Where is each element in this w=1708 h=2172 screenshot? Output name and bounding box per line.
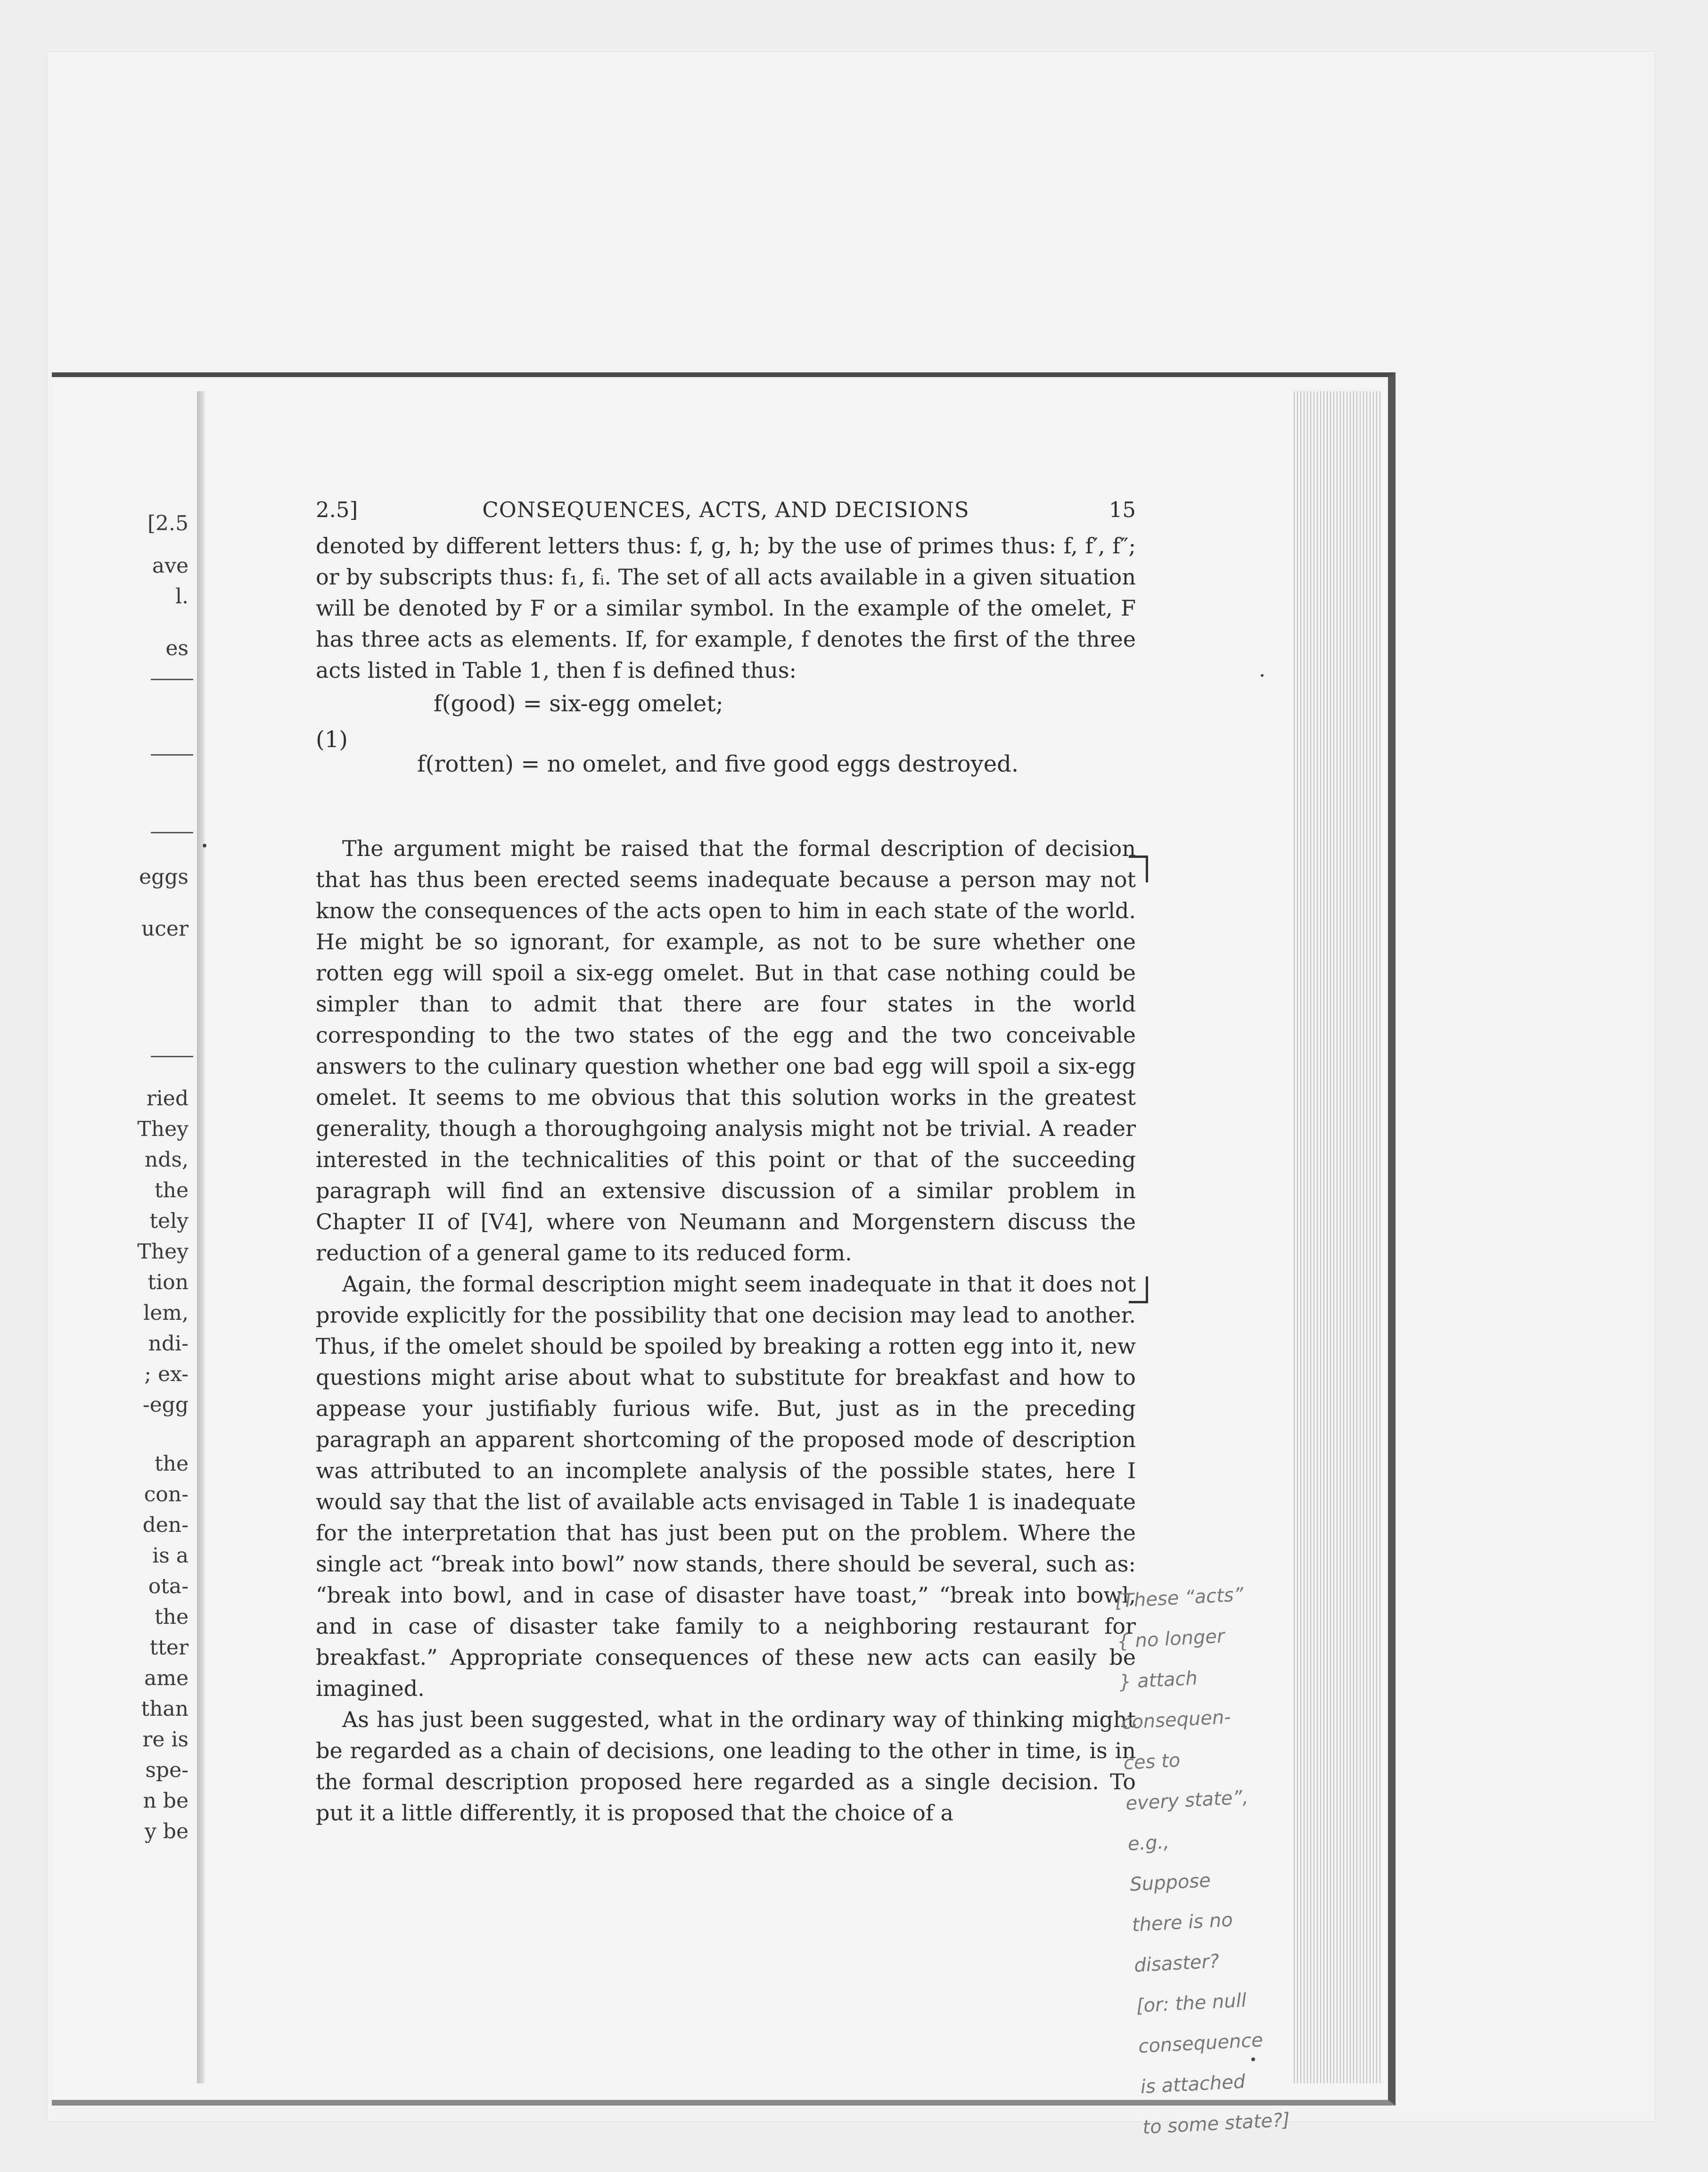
left-fragment: ucer	[141, 917, 189, 941]
left-fragment: ame	[144, 1666, 189, 1690]
left-fragment: l.	[175, 584, 189, 609]
paragraph: The argument might be raised that the formal description of decision that has thus been erected seems inadequate because a person may not know the consequences of the acts open to him in each state of the world. He might be so ignorant, for example, as not to be sure whether one rotten egg will spoil a six-egg omelet. But in that case nothing could be simpler than to admit that there are four states in the world corresponding to the two states of the egg and the two conceivable answers to the culinary question whether one bad egg will spoil a six-egg omelet. It seems to me obvious that this solution works in the greatest generality, though a thoroughgoing analysis might not be trivial. A reader interested in the technicalities of this point or that of the succeeding paragraph will find an extensive discussion of a similar problem in Chapter II of [V4], where von Neumann and Morgenstern discuss the reduction of a general game to its reduced form.	[316, 836, 1136, 1266]
note-line: consequence	[1138, 2029, 1264, 2058]
scan-speck	[1261, 674, 1264, 677]
scan-speck	[203, 844, 206, 847]
left-fragment: the	[154, 1452, 189, 1476]
left-fragment: nds,	[144, 1148, 189, 1172]
equation-line: f(rotten) = no omelet, and five good eggs destroyed.	[417, 751, 1019, 777]
table-rule	[151, 754, 193, 756]
left-fragment: [2.5	[147, 511, 189, 535]
chapter-title: CONSEQUENCES, ACTS, AND DECISIONS	[482, 497, 969, 522]
book-page	[316, 497, 1136, 1828]
left-fragment: lem,	[143, 1301, 189, 1325]
table-rule	[151, 832, 193, 833]
table-rule	[151, 1056, 193, 1057]
note-line: consequen-	[1121, 1706, 1232, 1734]
left-page-fragment	[52, 391, 193, 2083]
section-number: 2.5]	[316, 497, 358, 522]
book-gutter	[197, 391, 205, 2083]
left-fragment: es	[165, 636, 189, 660]
equation-label: (1)	[316, 726, 348, 753]
page-number: 15	[1109, 497, 1136, 522]
note-line: disaster?	[1133, 1950, 1220, 1977]
left-fragment: y be	[144, 1819, 189, 1843]
left-fragment: eggs	[139, 865, 189, 889]
paragraph: Again, the formal description might seem inadequate in that it does not provide explicitly for the possibility that one decision may lead to another. Thus, if the omelet should be spoiled by breaking a rotten egg into it, new questions might arise about what to substitute for breakfast and how to appease your justifiably furious wife. But, just as in the preceding paragraph an apparent shortcoming of the proposed mode of description was attributed to an incomplete analysis of the possible states, here I would say that the list of available acts envisaged in Table 1 is inadequate for the interpretation that has just been put on the problem. Where the single act “break into bowl” now stands, there should be several, such as: “break into bowl, and in case of disaster have toast,” “break into bowl, and in case of disaster take family to a neighboring restaurant for breakfast.” Appropriate consequences of these new acts can easily be imagined.	[316, 1271, 1136, 1701]
margin-bracket-icon	[1129, 1276, 1148, 1303]
equation-line: f(good) = six-egg omelet;	[434, 691, 723, 717]
equation	[316, 686, 1136, 804]
handwritten-annotation	[1114, 1573, 1299, 2148]
left-fragment: tion	[148, 1270, 189, 1294]
note-line: Suppose	[1129, 1869, 1211, 1896]
book-page-edges	[1291, 391, 1381, 2083]
running-head	[316, 497, 1136, 530]
left-fragment: is a	[152, 1544, 189, 1568]
note-line: is attached	[1140, 2071, 1246, 2098]
left-fragment: They	[137, 1117, 189, 1141]
paragraph: denoted by different letters thus: f, g, h; by the use of primes thus: f, f′, f″; or by subscripts thus: f₁, fᵢ. The set of all acts available in a given situation will be denoted by F or a similar symbol. In the example of the omelet, F has three acts as elements. If, for example, f denotes the first of the three acts listed in Table 1, then f is defined thus:	[316, 533, 1136, 683]
left-fragment: spe-	[145, 1758, 189, 1782]
left-fragment: the	[154, 1178, 189, 1202]
margin-bracket-icon	[1129, 856, 1148, 882]
left-fragment: re is	[142, 1728, 189, 1752]
left-fragment: -egg	[142, 1393, 189, 1417]
left-fragment: ave	[152, 554, 189, 578]
note-line: [These “acts”	[1114, 1584, 1244, 1613]
note-line: { no longer	[1117, 1625, 1225, 1653]
left-fragment: n be	[143, 1789, 189, 1813]
left-fragment: tely	[149, 1209, 189, 1233]
note-line: there is no	[1131, 1909, 1233, 1936]
left-fragment: tter	[149, 1636, 189, 1660]
note-line: e.g.,	[1127, 1831, 1170, 1855]
note-line: every state”,	[1125, 1786, 1249, 1815]
left-fragment: ried	[146, 1086, 189, 1111]
left-fragment: den-	[142, 1513, 189, 1537]
note-line: [or: the null	[1135, 1990, 1247, 2017]
left-fragment: They	[137, 1240, 189, 1264]
scan-speck	[1251, 2057, 1255, 2061]
left-fragment: than	[141, 1697, 189, 1721]
left-fragment: ndi-	[148, 1332, 189, 1356]
left-fragment: con-	[144, 1482, 189, 1506]
left-fragment: ; ex-	[144, 1362, 189, 1386]
note-line: to some state?]	[1142, 2109, 1290, 2139]
note-line: ces to	[1123, 1749, 1181, 1774]
left-fragment: ota-	[148, 1574, 189, 1598]
left-fragment: the	[154, 1605, 189, 1629]
table-rule	[151, 679, 193, 680]
paragraph: As has just been suggested, what in the ordinary way of thinking might be regarded as a chain of decisions, one leading to the other in time, is in the formal description proposed here regarded as a single decision. To put it a little differently, it is proposed that the choice of a	[316, 1707, 1136, 1826]
note-line: } attach	[1118, 1667, 1198, 1694]
